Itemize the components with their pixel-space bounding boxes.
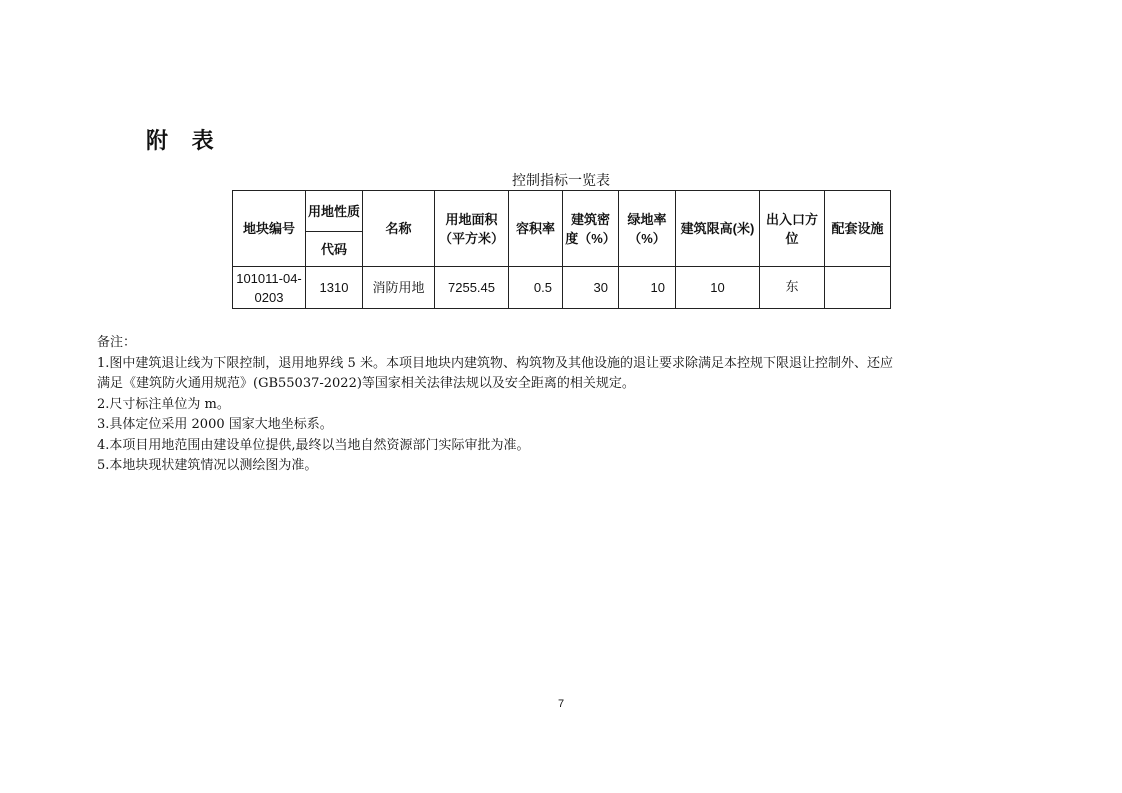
header-name: 名称 bbox=[363, 191, 435, 267]
control-index-table bbox=[232, 190, 891, 309]
header-green-ratio: 绿地率（%） bbox=[619, 191, 676, 267]
note-line-1: 1.图中建筑退让线为下限控制，退用地界线 5 米。本项目地块内建筑物、构筑物及其他设施的退让要求除满足本控规下限退让控制外、还应 bbox=[97, 355, 893, 371]
header-supporting-facilities: 配套设施 bbox=[825, 191, 891, 267]
cell-green-ratio: 10 bbox=[619, 267, 676, 309]
header-land-area: 用地面积（平方米） bbox=[435, 191, 509, 267]
cell-far: 0.5 bbox=[509, 267, 563, 309]
table-row bbox=[233, 267, 891, 309]
cell-building-density: 30 bbox=[563, 267, 619, 309]
page-number: 7 bbox=[557, 698, 565, 710]
appendix-heading: 附 表 bbox=[146, 129, 222, 154]
table-caption: 控制指标一览表 bbox=[512, 173, 610, 189]
note-line-1-continued: 满足《建筑防火通用规范》(GB55037-2022)等国家相关法律法规以及安全距离的相关规定。 bbox=[97, 376, 635, 391]
cell-land-use-code: 1310 bbox=[306, 267, 363, 309]
note-line-2: 2.尺寸标注单位为 m。 bbox=[97, 396, 230, 412]
note-line-3: 3.具体定位采用 2000 国家大地坐标系。 bbox=[97, 417, 333, 432]
header-land-use-code: 代码 bbox=[306, 232, 363, 267]
header-entrance-direction: 出入口方位 bbox=[760, 191, 825, 267]
cell-height-limit: 10 bbox=[676, 267, 760, 309]
header-far: 容积率 bbox=[509, 191, 563, 267]
header-height-limit: 建筑限高(米) bbox=[676, 191, 760, 267]
cell-land-area: 7255.45 bbox=[435, 267, 509, 309]
note-line-4: 4.本项目用地范围由建设单位提供,最终以当地自然资源部门实际审批为准。 bbox=[97, 437, 530, 453]
cell-parcel-code: 101011-04-0203 bbox=[233, 267, 306, 309]
notes-block bbox=[97, 333, 1057, 477]
table-header-row bbox=[233, 191, 891, 232]
header-land-use-nature: 用地性质 bbox=[306, 191, 363, 232]
header-building-density: 建筑密度（%） bbox=[563, 191, 619, 267]
cell-supporting-facilities bbox=[825, 267, 891, 309]
header-parcel-code: 地块编号 bbox=[233, 191, 306, 267]
cell-entrance-direction: 东 bbox=[760, 267, 825, 309]
notes-title: 备注： bbox=[97, 335, 137, 350]
note-line-5: 5.本地块现状建筑情况以测绘图为准。 bbox=[97, 458, 318, 473]
cell-name: 消防用地 bbox=[363, 267, 435, 309]
